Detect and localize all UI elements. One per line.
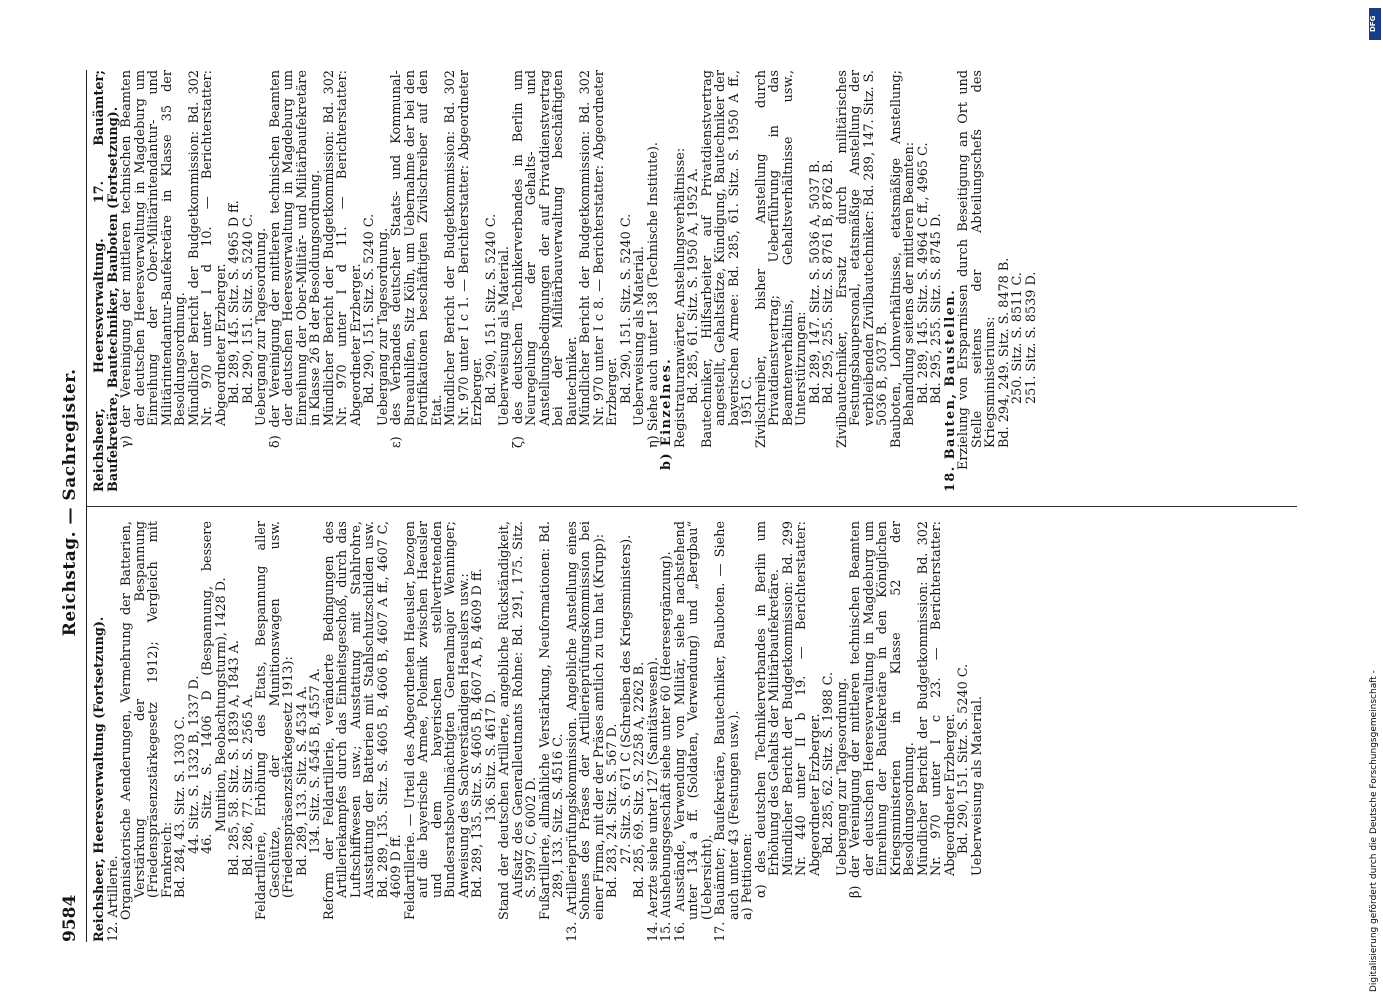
page-title: Reichstag. — Sachregister. xyxy=(60,368,80,637)
reference: Bd. 294, 249. Sitz. S. 8478 B. xyxy=(996,257,1012,448)
petition-text: γ) der Vereinigung der mittleren technischen Beamten der deutschen Heeresverwaltung in Magdeburg um Einreihung der Ober-Militärintendantur- und Militärintendantur-Baufekretäre in Klasse 35 der Besoldungsordnung. xyxy=(119,70,188,448)
reference: 136. Sitz. S. 4617 D. xyxy=(483,689,499,822)
reference: Bd. 289, 145. Sitz. S. 4964 C ff., 4965 C. xyxy=(915,142,931,404)
reference: Bd. 286, 77. Sitz. S. 2565 A. xyxy=(240,694,256,876)
page-header xyxy=(60,70,87,942)
reference: 27. Sitz. S. 671 C (Schreiben des Kriegsministers). xyxy=(618,534,634,864)
reference: Bd. 289, 145. Sitz. S. 4965 D ff. xyxy=(227,200,242,404)
reference: Bd. 285, 69. Sitz. S. 2258 A, 2262 B. xyxy=(632,661,647,898)
petition-text: η) Siehe auch unter 138 (Technische Institute). xyxy=(645,142,661,448)
entry-text: Zivilschreiber, bisher Anstellung durch Privatdienstvertrag; Ueberführung in das Beamtenverhältnis, Gehaltsverhältnisse usw., Unterstützungen: xyxy=(753,70,809,448)
reference: Bd. 284, 43. Sitz. S. 1303 C. xyxy=(173,715,188,898)
digitization-credit xyxy=(1367,0,1381,1000)
entry-text: Bauboten, Lohnverhältnisse, etatsmäßige Anstellung; Behandlung seitens der mittleren Beamten: xyxy=(888,70,917,448)
reference: 46. Sitz. S. 1406 D (Bespannung, bessere Munition, Beobachtungsturm), 1428 D. xyxy=(200,521,229,854)
entry-text: Fußartillerie, allmähliche Verstärkung, Neuformationen: Bd. 289, 133. Sitz. S. 4516 C. xyxy=(537,521,566,920)
page-number: 9584 xyxy=(60,894,80,942)
entry-text: Feldartillerie, Erhöhung des Etats, Bespannung aller Geschütze, der Munitionswagen usw. (Friedenspräsenzstärkegesetz 1913): xyxy=(254,521,296,920)
reference: 134. Sitz. S. 4545 B, 4557 A. xyxy=(308,667,323,854)
outcome: Uebergang zur Tagesordnung. xyxy=(254,227,269,426)
entry-text: Bautechniker, Hilfsarbeiter auf Privatdienstvertrag angestellt, Gehaltsfätze, Kündigung, Bautechniker der bayerischen Armee: Bd. 285, 61. Sitz. S. 1950 A ff., 1951 C. xyxy=(699,70,755,448)
petition-text: ζ) des deutschen Technikerverbandes in Berlin um Neuregelung der Gehalts- und Anstellungsbedingungen der auf Privatdienstvertrag bei der Militärbauverwaltung beschäftigten Bautechniker. xyxy=(510,70,580,448)
entry-text: Erzielung von Ersparnissen durch Beseitigung an Ort und Stelle seitens der Abteilungschefs des Kriegsministeriums: xyxy=(956,70,998,470)
reference: Mündlicher Bericht der Budgetkommission: Bd. 302 Nr. 970 unter I c 1. — Berichterstatter: Abgeordneter Erzberger. xyxy=(443,70,485,426)
entry-text: Zivilbautechniker, Ersatz durch militärisches Festungsbaupersonal, etatsmäßige Anstellung der verbleibenden Zivilbautechniker: Bd. 289, 147. Sitz. S. 5036 B, 5037 B. xyxy=(834,70,890,448)
outcome: Ueberweisung als Material. xyxy=(632,246,647,426)
reference: Bd. 290, 151. Sitz. S. 5240 C. xyxy=(483,213,499,404)
reference: Bd. 289, 147. Sitz. S. 5036 A, 5037 B. xyxy=(807,159,823,404)
entry-heading: 16. Ausstände, Verwendung von Militär, siehe nachstehend unter 134 a ff. (Soldaten, Verwendung) und „Bergbau“ (Uebersicht). xyxy=(672,521,715,942)
reference: Mündlicher Bericht der Budgetkommission: Bd. 302 Nr. 970 unter I d 11. — Berichterstatter: Abgeordneter Erzberger. xyxy=(321,70,364,426)
entry-heading: 18. Bauten, Baustellen. xyxy=(942,288,958,492)
reference: Bd. 285, 61. Sitz. S. 1950 A, 1952 A. xyxy=(686,168,701,404)
petition-text: β) der Vereinigung der mittleren technischen Beamten der deutschen Heeresverwaltung in Magdeburg um Einreihung der Baufekretäre in den Königlichen Kriegsministerien in Klasse 52 der Besoldungsordnung. xyxy=(848,521,917,898)
left-column xyxy=(87,506,1297,942)
petition-text: ε) des Verbandes deutscher Staats- und Kommunal-Bureauhilfen, Sitz Köln, um Uebernahme der bei den Fortifikationen beschäftigten Zivilschreiber auf den Etat. xyxy=(389,70,445,448)
reference: Bd. 285, 58. Sitz. S. 1839 A, 1843 A. xyxy=(227,640,242,876)
entry-heading: 17. Bauämter; Baufekretäre, Bautechniker, Bauboten. — Siehe auch unter 43 (Festungen usw.). xyxy=(713,521,742,942)
reference: Bd. 295, 255. Sitz. S. 8761 B, 8762 B. xyxy=(821,159,836,404)
petition-text: δ) der Vereinigung der mittleren technischen Beamten der deutschen Heeresverwaltung in Magdeburg um Einreihung der Ober-Militär- und Militärbaufekretäre in Klasse 26 B der Besoldungsordnung. xyxy=(267,70,323,448)
reference: Bd. 290, 151. Sitz. S. 5240 C. xyxy=(362,213,377,404)
reference: 250. Sitz. S. 8511 C. xyxy=(1010,272,1025,404)
reference: 44. Sitz. S. 1332 B, 1337 D. xyxy=(186,675,202,854)
reference: Mündlicher Bericht der Budgetkommission: Bd. 302 Nr. 970 unter I d 10. — Berichterstatter: Abgeordneter Erzberger. xyxy=(186,70,229,426)
entry-heading: 15. Aushebungsgeschäft siehe unter 60 (Heeresergänzung). xyxy=(659,551,674,942)
reference: Bd. 283, 24. Sitz. S. 567 D. xyxy=(605,723,620,898)
reference: 251. Sitz. S. 8539 D. xyxy=(1023,271,1039,404)
subheading: b) Einzelnes. xyxy=(659,357,674,470)
reference: Bd. 289, 135. Sitz. S. 4605 B, 4607 A, B, 4609 D ff. xyxy=(470,568,485,898)
reference: Bd. 289, 133. Sitz. S. 4534 A. xyxy=(294,685,310,876)
entry-heading: 13. Artillerieprüfungskommission. Angebliche Anstellung eines Sohnes des Präses der Artillerieprüfungskommission bei einer Firma, mit der der Präses amtlich zu tun hat (Krupp): xyxy=(564,521,607,942)
section-heading: Reichsheer, Heeresverwaltung (Fortsetzung). xyxy=(92,616,107,942)
entry-heading: 12. Artillerie. xyxy=(105,855,121,942)
reference: Bd. 285, 62. Sitz. S. 1988 C. xyxy=(821,671,836,854)
entry-text: Organisatorische Aenderungen, Vermehrung der Batterien, Verstärkung der Bespannung (Friedenspräsenzstärkegesetz 1912); Vergleich mit Frankreich: xyxy=(119,521,175,920)
right-column xyxy=(87,70,1297,506)
petition-text: α) des deutschen Technikerverbandes in Berlin um Erhöhung des Gehalts der Militärbaufekretäre. xyxy=(753,521,782,898)
subheading: a) Petitionen: xyxy=(740,833,755,920)
reference: Bd. 290, 151. Sitz. S. 5240 C. xyxy=(956,663,971,854)
outcome: Ueberweisung als Material. xyxy=(497,246,512,426)
reference: Bd. 295, 255. Sitz. S. 8745 D. xyxy=(929,213,944,404)
reference: Mündlicher Bericht der Budgetkommission: Bd. 302 Nr. 970 unter I c 23. — Berichterstatter: Abgeordneter Erzberger. xyxy=(915,521,958,876)
dfg-logo: DFG xyxy=(1369,8,1381,40)
reference: Bd. 290, 151. Sitz. S. 5240 C. xyxy=(618,213,634,404)
outcome: Uebergang zur Tagesordnung. xyxy=(375,227,391,426)
entry-text: Feldartillerie. — Urteil des Abgeordneten Haeusler, bezogen auf die bayerische Armee, Polemik zwischen Haeusler und dem bayerischen stellvertretenden Bundesratsbevollmächtigten Generalmajor Wenninger; Anweisung des Sachverständigen Haeuslers usw.: xyxy=(402,521,472,920)
credit-text: Digitalisierung gefördert durch die Deutsche Forschungsgemeinschaft - xyxy=(1369,670,1379,992)
section-heading: Reichsheer, Heeresverwaltung. 17. Bauämter; Baufekretäre, Bautechniker, Bauboten (Fortsetzung). xyxy=(92,70,121,492)
entry-text: Reform der Feldartillerie, veränderte Bedingungen des Artilleriekampfes durch das Einheitsgeschoß, durch das Luftschiffwesen usw.; Ausstattung mit Stahlrohre, Ausstattung der Batterien mit Stahlschutzschilden usw. Bd. 289, 135. Sitz. S. 4605 B, 4606 B, 4607 A ff., 4607 C, 4609 D ff. xyxy=(321,521,404,920)
reference: Mündlicher Bericht der Budgetkommission: Bd. 302 Nr. 970 unter I c 8. — Berichterstatter: Abgeordneter Erzberger. xyxy=(578,70,620,426)
reference: Bd. 290, 151. Sitz. S. 5240 C. xyxy=(240,213,256,404)
reference: Mündlicher Bericht der Budgetkommission: Bd. 299 Nr. 440 unter II b 19. — Berichterstatter: Abgeordneter Erzberger. xyxy=(780,521,823,876)
entry-text: Registraturanwärter, Anstellungsverhältnisse: xyxy=(672,147,688,448)
outcome: Ueberweisung als Material. xyxy=(969,696,985,876)
entry-heading: 14. Aerzte siehe unter 127 (Sanitätswesen). xyxy=(645,656,661,942)
columns xyxy=(87,70,1297,942)
entry-text: Stand der deutschen Artillerie, angebliche Rückständigkeit, Aufsatz des Generalleutnants Rohne: Bd. 291, 175. Sitz. S. 5997 C, 6002 D. xyxy=(497,521,539,920)
outcome: Uebergang zur Tagesordnung. xyxy=(834,677,850,876)
